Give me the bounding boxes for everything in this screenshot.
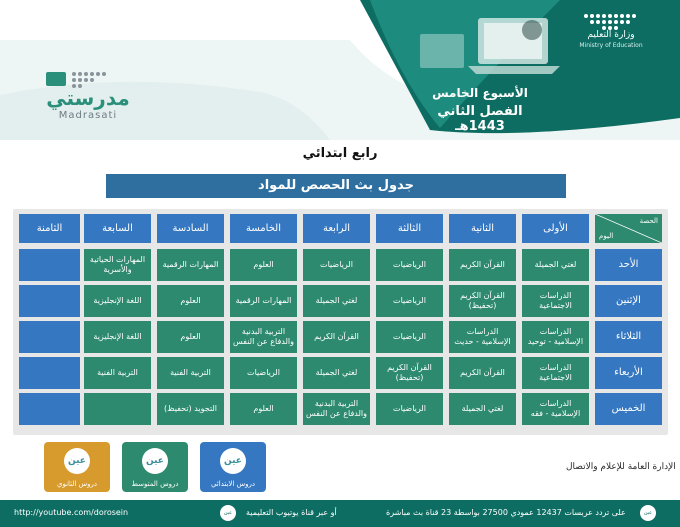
day-label: الخميس: [595, 393, 662, 425]
ain-logo-icon: عين: [64, 448, 90, 474]
schedule-cell: القرآن الكريم: [449, 357, 516, 389]
youtube-link[interactable]: http://youtube.com/dorosein: [14, 508, 129, 517]
satellite-frequency: على تردد عربسات 12437 عمودي 27500 بواسطة 23 قناة بث مباشرة: [386, 508, 626, 517]
schedule-cell-empty: [19, 357, 80, 389]
schedule-cell: القرآن الكريم: [303, 321, 370, 353]
footer-ain-icon: عين: [640, 505, 656, 521]
term-title: الفصل الثاني 1443هـ: [437, 104, 523, 134]
corner-period-label: الحصة: [639, 217, 658, 225]
day-label: الأربعاء: [595, 357, 662, 389]
schedule-cell: الدراسات الإسلامية - توحيد: [522, 321, 589, 353]
header-banner: [0, 0, 680, 140]
period-header: السابعة: [84, 214, 151, 243]
schedule-cell: المهارات الرقمية: [157, 249, 224, 281]
period-header: الثانية: [449, 214, 516, 243]
madrasati-logo: [36, 68, 128, 124]
schedule-cell: الدراسات الاجتماعية: [522, 285, 589, 317]
day-label: الثلاثاء: [595, 321, 662, 353]
schedule-cell: التربية البدنية والدفاع عن النفس: [303, 393, 370, 425]
schedule-cell: اللغة الإنجليزية: [84, 321, 151, 353]
schedule-cell-empty: [19, 249, 80, 281]
schedule-cell: القرآن الكريم: [449, 249, 516, 281]
schedule-cell-empty: [19, 285, 80, 317]
schedule-cell: الرياضيات: [303, 249, 370, 281]
schedule-cell: الدراسات الاجتماعية: [522, 357, 589, 389]
ain-logo-icon: عين: [142, 448, 168, 474]
schedule-cell: لغتي الجميلة: [449, 393, 516, 425]
schedule-cell: التربية الفنية: [84, 357, 151, 389]
week-title: الأسبوع الخامس: [432, 86, 528, 100]
schedule-cell: العلوم: [157, 285, 224, 317]
ain-primary-logo[interactable]: [200, 442, 266, 492]
ministry-name-en: Ministry of Education: [579, 42, 643, 49]
period-header: الثامنة: [19, 214, 80, 243]
schedule-cell: الدراسات الإسلامية - حديث: [449, 321, 516, 353]
schedule-cell: الرياضيات: [376, 393, 443, 425]
ain-secondary-logo[interactable]: [44, 442, 110, 492]
corner-cell: [595, 214, 662, 243]
schedule-cell: الرياضيات: [376, 285, 443, 317]
schedule-cell: العلوم: [230, 249, 297, 281]
footer-ain-icon: عين: [220, 505, 236, 521]
footer-bar: [0, 500, 680, 527]
period-header: الثالثة: [376, 214, 443, 243]
ain-middle-logo[interactable]: [122, 442, 188, 492]
schedule-cell: القرآن الكريم (تحفيظ): [449, 285, 516, 317]
schedule-cell-empty: [19, 321, 80, 353]
schedule-cell: الرياضيات: [376, 249, 443, 281]
schedule-cell: اللغة الإنجليزية: [84, 285, 151, 317]
schedule-cell: التجويد (تحفيظ): [157, 393, 224, 425]
ministry-name-ar: وزارة التعليم: [587, 30, 635, 40]
schedule-cell: التربية الفنية: [157, 357, 224, 389]
day-label: الأحد: [595, 249, 662, 281]
schedule-cell-empty: [19, 393, 80, 425]
schedule-cell: التربية البدنية والدفاع عن النفس: [230, 321, 297, 353]
schedule-cell: العلوم: [230, 393, 297, 425]
period-header: الخامسة: [230, 214, 297, 243]
schedule-cell: لغتي الجميلة: [522, 249, 589, 281]
ain-primary-label: دروس الابتدائي: [210, 480, 256, 488]
ministry-dots-icon: [582, 12, 640, 30]
media-department-signature: الإدارة العامة للإعلام والاتصال: [566, 462, 676, 472]
schedule-title: جدول بث الحصص للمواد: [106, 174, 566, 198]
youtube-text: أو عبر قناة يوتيوب التعليمية: [246, 508, 337, 517]
schedule-cell: الرياضيات: [230, 357, 297, 389]
schedule-cell: لغتي الجميلة: [303, 357, 370, 389]
day-label: الإثنين: [595, 285, 662, 317]
grade-title: رابع ابتدائي: [302, 146, 378, 161]
period-header: الرابعة: [303, 214, 370, 243]
schedule-cell: العلوم: [157, 321, 224, 353]
schedule-cell: الرياضيات: [376, 321, 443, 353]
ain-secondary-label: دروس الثانوي: [56, 480, 97, 488]
schedule-cell: الدراسات الإسلامية - فقه: [522, 393, 589, 425]
ain-middle-label: دروس المتوسط: [131, 480, 179, 488]
period-header: السادسة: [157, 214, 224, 243]
madrasati-name-ar: مدرستي: [46, 86, 130, 110]
schedule-cell: لغتي الجميلة: [303, 285, 370, 317]
corner-day-label: اليوم: [599, 232, 614, 240]
schedule-grid: [13, 209, 668, 435]
schedule-cell: المهارات الحياتية والأسرية: [84, 249, 151, 281]
period-header: الأولى: [522, 214, 589, 243]
ministry-logo: [576, 10, 646, 52]
madrasati-name-en: Madrasati: [58, 110, 118, 121]
schedule-cell-empty: [84, 393, 151, 425]
schedule-cell: المهارات الرقمية: [230, 285, 297, 317]
ain-logo-icon: عين: [220, 448, 246, 474]
schedule-cell: القرآن الكريم (تحفيظ): [376, 357, 443, 389]
